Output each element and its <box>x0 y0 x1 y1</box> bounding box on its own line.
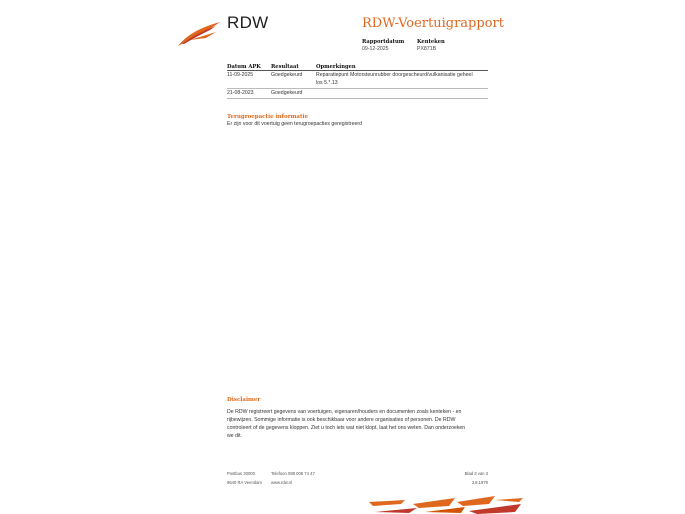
disclaimer-line: controleert of de gegevens kloppen. Ziet u toch iets wat niet klopt, laat het ons weten. Dan onderzoeken <box>227 425 466 431</box>
row-divider <box>227 98 488 99</box>
report-date-label: Rapportdatum <box>362 39 405 45</box>
row2-date: 21-08-2023 <box>227 90 254 96</box>
decorative-stripes-graphic <box>365 494 525 514</box>
footer-website[interactable]: www.rdw.nl <box>271 480 292 485</box>
footer-postbus: Postbus 30000 <box>227 471 255 476</box>
footer-code: 3.8.1979 <box>471 480 488 485</box>
row1-result: Goedgekeurd <box>271 72 303 78</box>
footer-page-number: Blad 3 van 3 <box>464 471 488 476</box>
license-plate-label: Kenteken <box>417 39 445 45</box>
row2-result: Goedgekeurd <box>271 90 303 96</box>
recall-section-text: Er zijn voor dit voertuig geen terugroepacties geregistreerd <box>227 121 362 127</box>
row1-remarks-line1: Reparatiepunt Motorsteunrubber doorgescheurd/vulkanisatie geheel <box>316 72 473 78</box>
column-header-result: Resultaat <box>271 64 299 70</box>
row-divider <box>227 88 488 89</box>
disclaimer-line: we dit. <box>227 433 242 439</box>
license-plate-value: PX871B <box>417 46 437 52</box>
column-header-remarks: Opmerkingen <box>316 64 356 70</box>
logo-text: RDW <box>227 13 269 32</box>
row1-date: 11-09-2025 <box>227 72 254 78</box>
footer-address: 9640 RA Veendam <box>227 480 262 485</box>
recall-section-title: Terugroepactie informatie <box>227 114 309 120</box>
row1-remarks-line2: los 5.*.13 <box>316 80 338 86</box>
disclaimer-title: Disclaimer <box>227 397 261 403</box>
rdw-logo-mark <box>176 20 222 48</box>
report-title: RDW-Voertuigrapport <box>362 16 504 31</box>
footer-phone: Telefoon 088 008 74 47 <box>271 471 315 476</box>
column-header-date: Datum APK <box>227 64 261 70</box>
disclaimer-line: rijbewijzen. Sommige informatie is ook beschikbaar voor andere organisaties of personen. De RDW <box>227 417 456 423</box>
disclaimer-line: De RDW registreert gegevens van voertuigen, eigenaren/houders en documenten zoals kenteken - en <box>227 409 462 415</box>
report-date-value: 09-12-2025 <box>362 46 389 52</box>
